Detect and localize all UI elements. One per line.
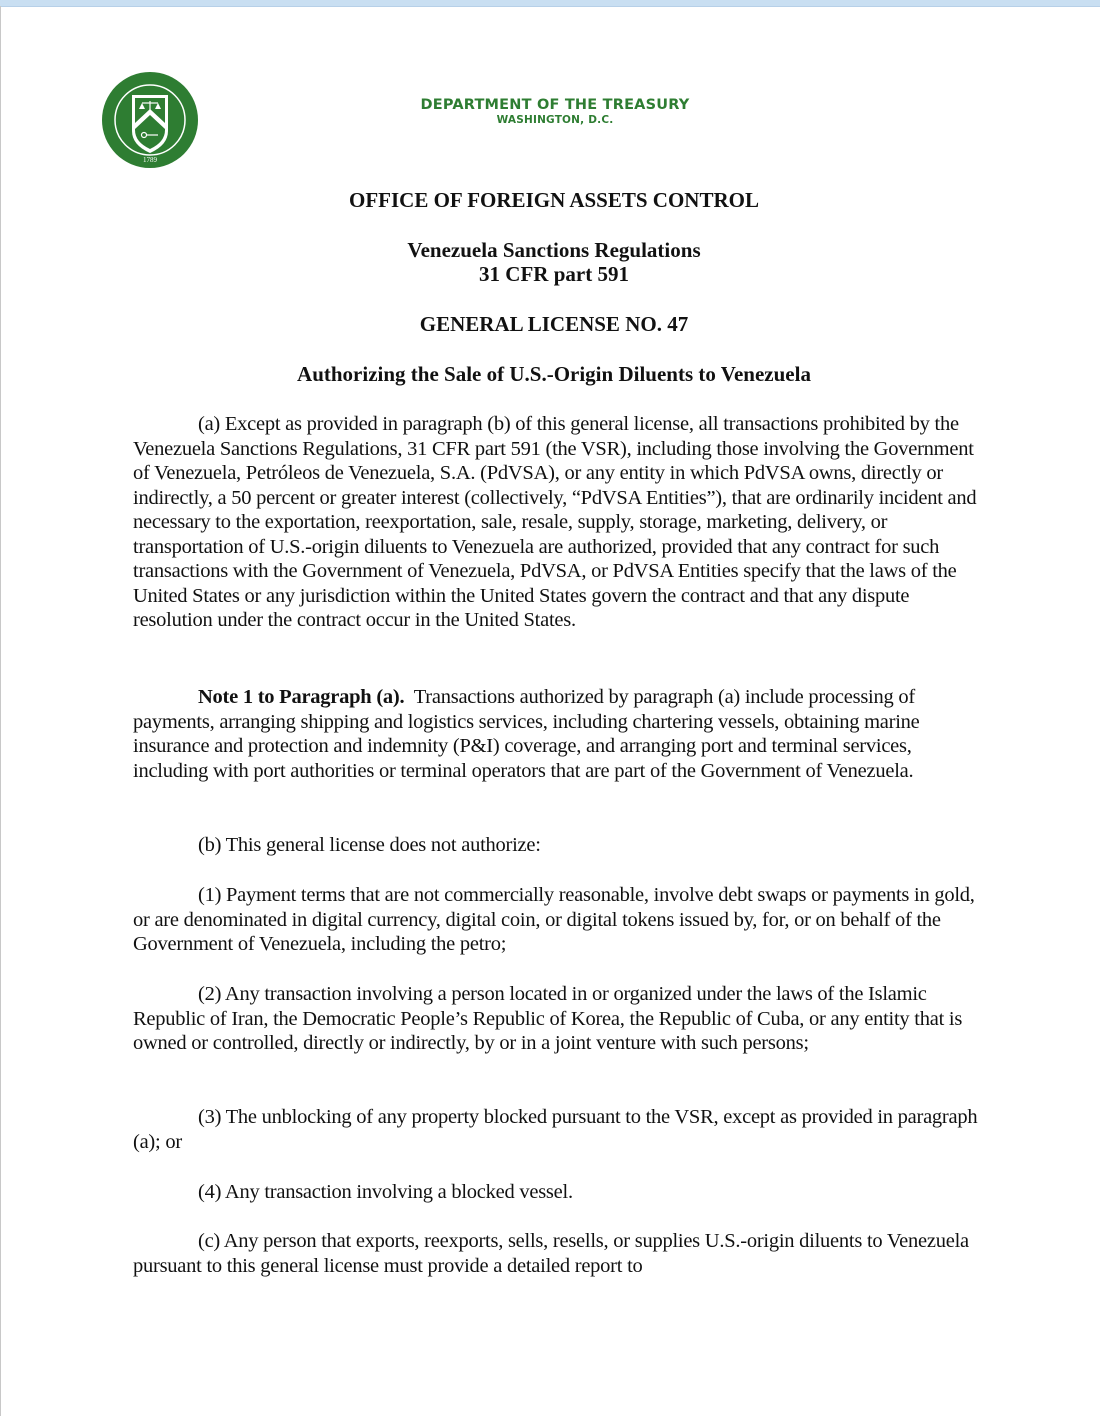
paragraph-b1-text: (1) Payment terms that are not commercially reasonable, involve debt swaps or payments in gold, or are denominated in digital currency, digital coin, or digital tokens issued by, for, or on behalf of the Government of Venezuela, including the petro; xyxy=(133,884,975,955)
letterhead xyxy=(380,96,730,127)
paragraph-c xyxy=(133,1229,983,1278)
paragraph-b xyxy=(133,833,983,858)
paragraph-b3-text: (3) The unblocking of any property blocked pursuant to the VSR, except as provided in paragraph (a); or xyxy=(133,1106,978,1153)
paragraph-b1 xyxy=(133,883,983,957)
paragraph-b2-text: (2) Any transaction involving a person located in or organized under the laws of the Islamic Republic of Iran, the Democratic People’s Republic of Korea, the Republic of Cuba, or any entity that is owned or controlled, directly or indirectly, by or in a joint venture with such persons; xyxy=(133,983,963,1054)
treasury-seal-icon xyxy=(100,71,200,169)
seal-year: 1789 xyxy=(143,156,157,164)
paragraph-b4-text: (4) Any transaction involving a blocked vessel. xyxy=(198,1181,573,1203)
department-name: DEPARTMENT OF THE TREASURY xyxy=(420,97,690,113)
department-location: WASHINGTON, D.C. xyxy=(496,114,614,126)
note-1-label: Note 1 to Paragraph (a). xyxy=(198,686,405,708)
regulations-heading: Venezuela Sanctions Regulations xyxy=(407,238,701,262)
note-1 xyxy=(133,685,983,783)
paragraph-b3 xyxy=(133,1105,983,1154)
note-1-text: Transactions authorized by paragraph (a) include processing of payments, arranging shipping and logistics services, including chartering vessels, obtaining marine insurance and protection and indemnity (P&I) coverage, and arranging port and terminal services, including with port authorities or terminal operators that are part of the Government of Venezuela. xyxy=(133,686,920,782)
license-heading: GENERAL LICENSE NO. 47 xyxy=(419,312,689,336)
subject-heading: Authorizing the Sale of U.S.-Origin Diluents to Venezuela xyxy=(297,362,811,386)
paragraph-b4 xyxy=(133,1180,983,1205)
cfr-heading: 31 CFR part 591 xyxy=(479,262,629,286)
paragraph-a xyxy=(133,412,983,633)
paragraph-c-text: (c) Any person that exports, reexports, sells, resells, or supplies U.S.-origin diluents to Venezuela pursuant to this general license must provide a detailed report to xyxy=(133,1230,969,1277)
paragraph-a-text: (a) Except as provided in paragraph (b) of this general license, all transactions prohibited by the Venezuela Sanctions Regulations, 31 CFR part 591 (the VSR), including those involving the Government of Venezuela, Petróleos de Venezuela, S.A. (PdVSA), or any entity in which PdVSA owns, directly or indirectly, a 50 percent or greater interest (collectively, “PdVSA Entities”), that are ordinarily incident and necessary to the exportation, reexportation, sale, resale, supply, storage, marketing, delivery, or transportation of U.S.-origin diluents to Venezuela are authorized, provided that any contract for such transactions with the Government of Venezuela, PdVSA, or PdVSA Entities specify that the laws of the United States or any jurisdiction within the United States govern the contract and that any dispute resolution under the contract occur in the United States. xyxy=(133,413,977,631)
paragraph-b2 xyxy=(133,982,983,1056)
office-heading: OFFICE OF FOREIGN ASSETS CONTROL xyxy=(349,188,759,212)
paragraph-b-text: (b) This general license does not authorize: xyxy=(198,834,541,856)
